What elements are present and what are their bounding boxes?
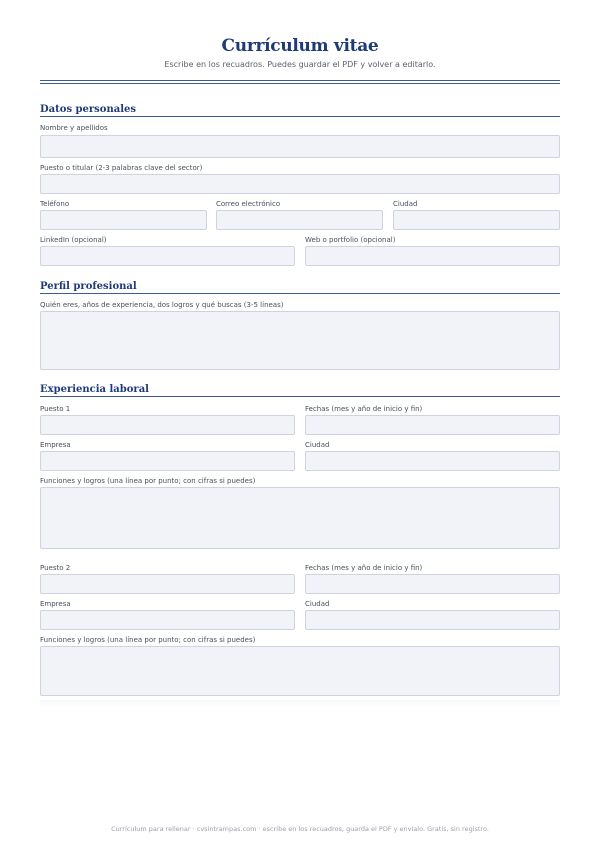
- section-title-personal: Datos personales: [40, 104, 560, 117]
- headline-field[interactable]: [40, 174, 560, 194]
- job2-company-field[interactable]: [40, 610, 295, 630]
- summary-label: Quién eres, años de experiencia, dos logros y qué buscas (3-5 líneas): [40, 301, 284, 309]
- page-end-fade: [40, 700, 560, 708]
- job1-company-field[interactable]: [40, 451, 295, 471]
- city-field[interactable]: [393, 210, 560, 230]
- job2-position-field[interactable]: [40, 574, 295, 594]
- job2-city-label: Ciudad: [305, 600, 330, 608]
- phone-field[interactable]: [40, 210, 207, 230]
- job1-dates-label: Fechas (mes y año de inicio y fin): [305, 405, 423, 413]
- name-field[interactable]: [40, 135, 560, 158]
- job1-position-field[interactable]: [40, 415, 295, 435]
- job1-duties-field[interactable]: [40, 487, 560, 549]
- email-field[interactable]: [216, 210, 383, 230]
- job1-dates-field[interactable]: [305, 415, 560, 435]
- job1-city-label: Ciudad: [305, 441, 330, 449]
- page-subtitle: Escribe en los recuadros. Puedes guardar el PDF y volver a editarlo.: [164, 60, 436, 69]
- job2-dates-field[interactable]: [305, 574, 560, 594]
- job1-position-label: Puesto 1: [40, 405, 71, 413]
- section-title-experience: Experiencia laboral: [40, 384, 560, 397]
- job2-city-field[interactable]: [305, 610, 560, 630]
- header-divider: [40, 80, 560, 84]
- linkedin-field[interactable]: [40, 246, 295, 266]
- web-label: Web o portfolio (opcional): [305, 236, 396, 244]
- cv-form-page: [40, 0, 560, 849]
- job1-company-label: Empresa: [40, 441, 71, 449]
- job1-city-field[interactable]: [305, 451, 560, 471]
- web-field[interactable]: [305, 246, 560, 266]
- summary-field[interactable]: [40, 311, 560, 370]
- headline-label: Puesto o titular (2-3 palabras clave del sector): [40, 164, 203, 172]
- phone-label: Teléfono: [40, 200, 70, 208]
- job2-dates-label: Fechas (mes y año de inicio y fin): [305, 564, 423, 572]
- job2-duties-label: Funciones y logros (una línea por punto; con cifras si puedes): [40, 636, 256, 644]
- email-label: Correo electrónico: [216, 200, 281, 208]
- page-title: Currículum vitae: [221, 36, 379, 56]
- job2-position-label: Puesto 2: [40, 564, 71, 572]
- job2-duties-field[interactable]: [40, 646, 560, 696]
- job1-duties-label: Funciones y logros (una línea por punto; con cifras si puedes): [40, 477, 256, 485]
- linkedin-label: LinkedIn (opcional): [40, 236, 107, 244]
- page-footer: Currículum para rellenar · cvsintrampas.com · escribe en los recuadros, guarda el PDF y envíalo. Gratis, sin registro.: [111, 825, 489, 833]
- job2-company-label: Empresa: [40, 600, 71, 608]
- section-title-profile: Perfil profesional: [40, 281, 560, 294]
- name-label: Nombre y apellidos: [40, 124, 108, 132]
- city-label: Ciudad: [393, 200, 418, 208]
